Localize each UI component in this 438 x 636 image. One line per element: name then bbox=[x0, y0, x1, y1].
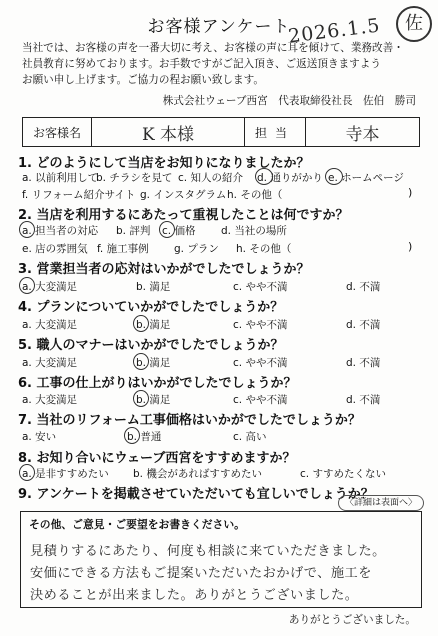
q2-option-d[interactable]: d. 当社の場所 bbox=[221, 225, 287, 237]
q4-option-b[interactable]: b. 満足 bbox=[136, 319, 171, 331]
q6-option-b[interactable]: b. 満足 bbox=[136, 394, 171, 406]
question-1: 1. どのようにして当店をお知りになりましたか？ bbox=[18, 156, 310, 171]
q6-option-c[interactable]: c. やや不満 bbox=[233, 394, 288, 406]
q2-option-h[interactable]: h. その他（ bbox=[236, 243, 292, 255]
q5-option-a[interactable]: a. 大変満足 bbox=[22, 357, 78, 369]
question-5: 5. 職人のマナーはいかがでしたでしょうか？ bbox=[18, 338, 284, 353]
q6-option-a[interactable]: a. 大変満足 bbox=[22, 394, 78, 406]
selection-circle bbox=[133, 390, 149, 407]
detail-note: 〈詳細は表面へ〉 bbox=[338, 495, 424, 511]
selection-circle bbox=[325, 168, 343, 185]
customer-name-label: お客様名 bbox=[23, 118, 92, 146]
q3-option-a[interactable]: a. 大変満足 bbox=[22, 281, 78, 293]
question-2: 2. 当店を利用するにあたって重視したことは何ですか？ bbox=[18, 208, 349, 223]
comment-line: 決めることが出来ました。ありがとうございました。 bbox=[30, 588, 359, 603]
q2-option-c[interactable]: c. 価格 bbox=[162, 225, 196, 237]
intro-line: 当社では、お客様の声を一番大切に考え、お客様の声に耳を傾けて、業務改善・ bbox=[22, 42, 404, 54]
q8-option-b[interactable]: b. 機会があればすすめたい bbox=[133, 468, 262, 480]
closing-thanks: ありがとうございました。 bbox=[288, 614, 416, 626]
q4-option-d[interactable]: d. 不満 bbox=[346, 319, 381, 331]
staff-name-field[interactable]: 寺本 bbox=[345, 124, 380, 145]
comment-line: 安価にできる方法もご提案いただいたおかげで、施工を bbox=[30, 566, 372, 581]
q2-option-a[interactable]: a. 担当者の対応 bbox=[22, 225, 99, 237]
q2-option-g[interactable]: g. プラン bbox=[174, 243, 219, 255]
q1-option-g[interactable]: g. インスタグラム bbox=[140, 189, 227, 201]
selection-circle bbox=[19, 464, 35, 481]
selection-circle bbox=[133, 315, 149, 332]
intro-line: お願い申し上げます。ご協力の程お願い致します。 bbox=[22, 74, 264, 86]
page-title: お客様アンケート bbox=[147, 17, 291, 37]
q4-option-a[interactable]: a. 大変満足 bbox=[22, 319, 78, 331]
question-7: 7. 当社のリフォーム工事価格はいかがでしたでしょうか？ bbox=[18, 413, 361, 428]
q1-option-a[interactable]: a. 以前利用して bbox=[22, 172, 99, 184]
selection-circle bbox=[19, 277, 35, 294]
seal-stamp: 佐 bbox=[396, 6, 432, 42]
intro-text bbox=[22, 40, 422, 88]
question-9: 9. アンケートを掲載させていただいても宜しいでしょうか？ bbox=[18, 487, 374, 502]
q8-option-a[interactable]: a. 是非すすめたい bbox=[22, 468, 109, 480]
selection-circle bbox=[159, 221, 175, 238]
q1-option-b[interactable]: b. チラシを見て bbox=[96, 172, 173, 184]
q5-option-d[interactable]: d. 不満 bbox=[346, 357, 381, 369]
selection-circle bbox=[124, 427, 140, 444]
q7-option-b[interactable]: b. 普通 bbox=[127, 431, 162, 443]
q1-option-c[interactable]: c. 知人の紹介 bbox=[178, 172, 243, 184]
selection-circle bbox=[133, 353, 149, 370]
q1-option-f[interactable]: f. リフォーム紹介サイト bbox=[22, 189, 136, 201]
selection-circle bbox=[19, 221, 35, 238]
q2-option-e[interactable]: e. 店の雰囲気 bbox=[22, 243, 88, 255]
company-signature: 株式会社ウェーブ西宮 代表取締役社長 佐伯 勝司 bbox=[162, 95, 416, 107]
q3-option-c[interactable]: c. やや不満 bbox=[233, 281, 288, 293]
staff-label: 担当 bbox=[245, 118, 306, 146]
question-6: 6. 工事の仕上がりはいかがでしたでしょうか？ bbox=[18, 376, 297, 391]
q3-option-d[interactable]: d. 不満 bbox=[346, 281, 381, 293]
question-3: 3. 営業担当者の応対はいかがでしたでしょうか？ bbox=[18, 262, 310, 277]
customer-info-table bbox=[22, 117, 420, 147]
q1-option-d[interactable]: d. 通りがかり bbox=[257, 172, 323, 184]
q5-option-c[interactable]: c. やや不満 bbox=[233, 357, 288, 369]
selection-circle bbox=[255, 168, 273, 185]
handwritten-date: 2026.1.5 bbox=[287, 14, 382, 48]
question-4: 4. プランについていかがでしたでしょうか？ bbox=[18, 300, 284, 315]
q5-option-b[interactable]: b. 満足 bbox=[136, 357, 171, 369]
q1-option-h[interactable]: h. その他（ bbox=[227, 189, 283, 201]
q6-option-d[interactable]: d. 不満 bbox=[346, 394, 381, 406]
q2-paren-close: ) bbox=[408, 240, 413, 253]
q4-option-c[interactable]: c. やや不満 bbox=[233, 319, 288, 331]
intro-line: 社員教育に努めております。お手数ですがご記入頂き、ご返送頂きますよう bbox=[22, 58, 381, 70]
q7-option-c[interactable]: c. 高い bbox=[233, 431, 267, 443]
q1-option-e[interactable]: e. ホームページ bbox=[328, 172, 404, 184]
comment-line: 見積りするにあたり、何度も相談に来ていただきました。 bbox=[30, 544, 386, 559]
q1-paren-close: ) bbox=[408, 186, 413, 199]
q2-option-b[interactable]: b. 評判 bbox=[116, 225, 151, 237]
comments-title: その他、ご意見・ご要望をお書きください。 bbox=[29, 518, 245, 531]
q8-option-c[interactable]: c. すすめたくない bbox=[300, 468, 387, 480]
question-8: 8. お知り合いにウェーブ西宮をすすめますか？ bbox=[18, 451, 296, 466]
q3-option-b[interactable]: b. 満足 bbox=[136, 281, 171, 293]
q7-option-a[interactable]: a. 安い bbox=[22, 431, 57, 443]
customer-name-field[interactable]: K 本様 bbox=[92, 118, 245, 146]
q2-option-f[interactable]: f. 施工事例 bbox=[97, 243, 149, 255]
